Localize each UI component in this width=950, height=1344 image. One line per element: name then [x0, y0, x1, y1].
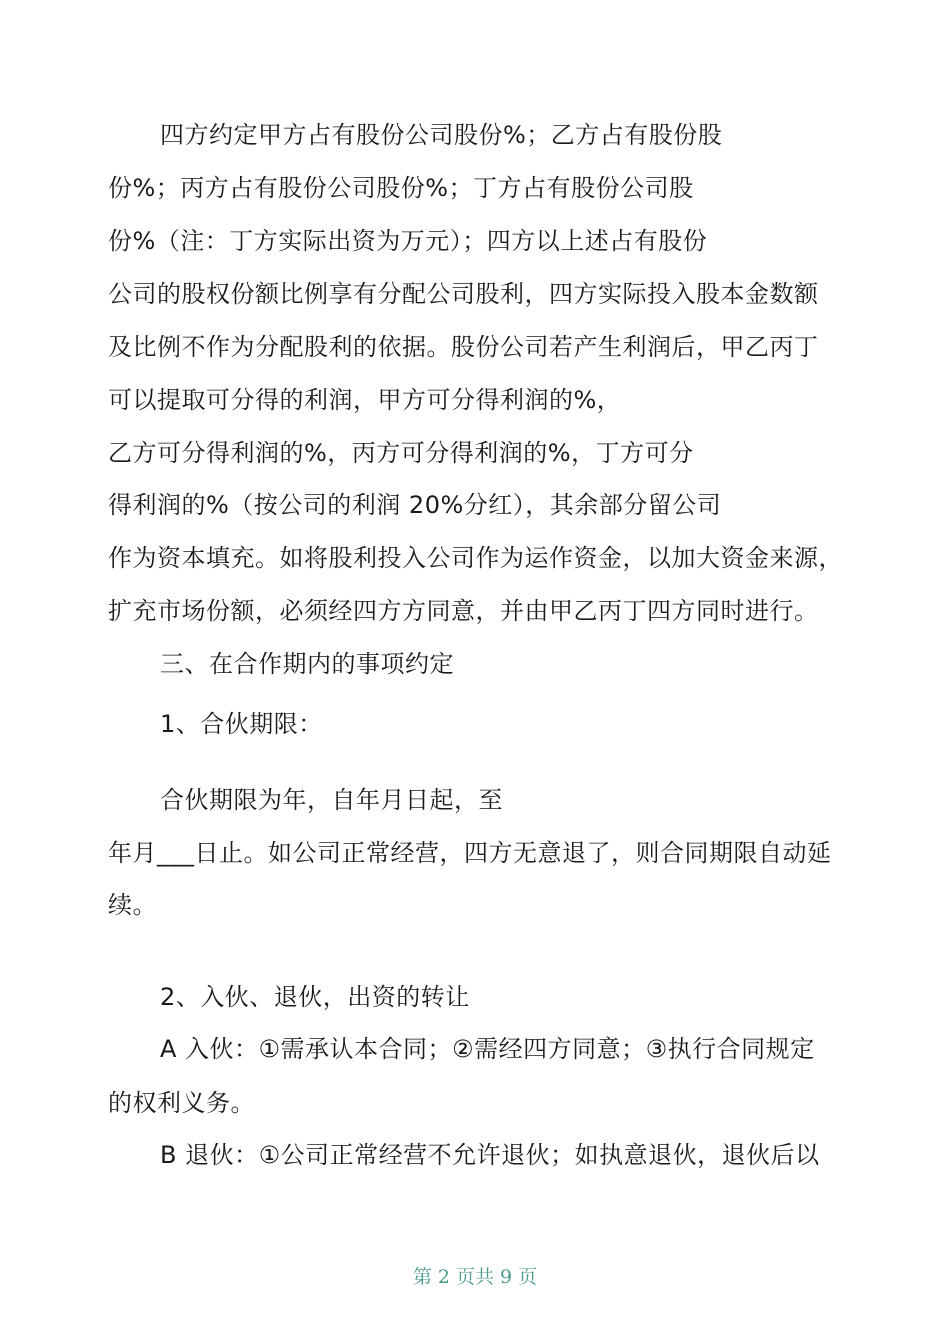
paragraph-line: 作为资本填充。如将股利投入公司作为运作资金，以加大资金来源，: [108, 544, 843, 572]
paragraph-line: 年月___日止。如公司正常经营，四方无意退了，则合同期限自动延: [108, 839, 832, 867]
paragraph-line: 合伙期限为年，自年月日起，至: [160, 786, 503, 814]
paragraph-line: 乙方可分得利润的%，丙方可分得利润的%，丁方可分: [108, 439, 694, 467]
paragraph-line: 可以提取可分得的利润，甲方可分得利润的%，: [108, 386, 622, 414]
paragraph-line: 得利润的%（按公司的利润 20%分红），其余部分留公司: [108, 491, 722, 519]
paragraph-line: 份%；丙方占有股份公司股份%；丁方占有股份公司股: [108, 174, 694, 202]
paragraph-line: 份%（注：丁方实际出资为万元）；四方以上述占有股份: [108, 227, 708, 255]
paragraph-line: A 入伙：①需承认本合同；②需经四方同意；③执行合同规定: [160, 1035, 815, 1063]
subsection-heading: 1、合伙期限：: [160, 710, 323, 738]
paragraph-line: 续。: [108, 891, 157, 919]
subsection-heading: 2、入伙、退伙，出资的转让: [160, 983, 470, 1011]
paragraph-line: 公司的股权份额比例享有分配公司股利，四方实际投入股本金数额: [108, 280, 819, 308]
paragraph-line: 扩充市场份额，必须经四方方同意，并由甲乙丙丁四方同时进行。: [108, 597, 819, 625]
page-number-footer: 第 2 页共 9 页: [412, 1266, 538, 1288]
paragraph-line: B 退伙：①公司正常经营不允许退伙；如执意退伙，退伙后以: [160, 1141, 820, 1169]
paragraph-line: 及比例不作为分配股利的依据。股份公司若产生利润后，甲乙丙丁: [108, 333, 819, 361]
paragraph-line: 的权利义务。: [108, 1089, 255, 1117]
paragraph-line: 四方约定甲方占有股份公司股份%；乙方占有股份股: [160, 121, 723, 149]
section-heading: 三、在合作期内的事项约定: [160, 650, 454, 678]
